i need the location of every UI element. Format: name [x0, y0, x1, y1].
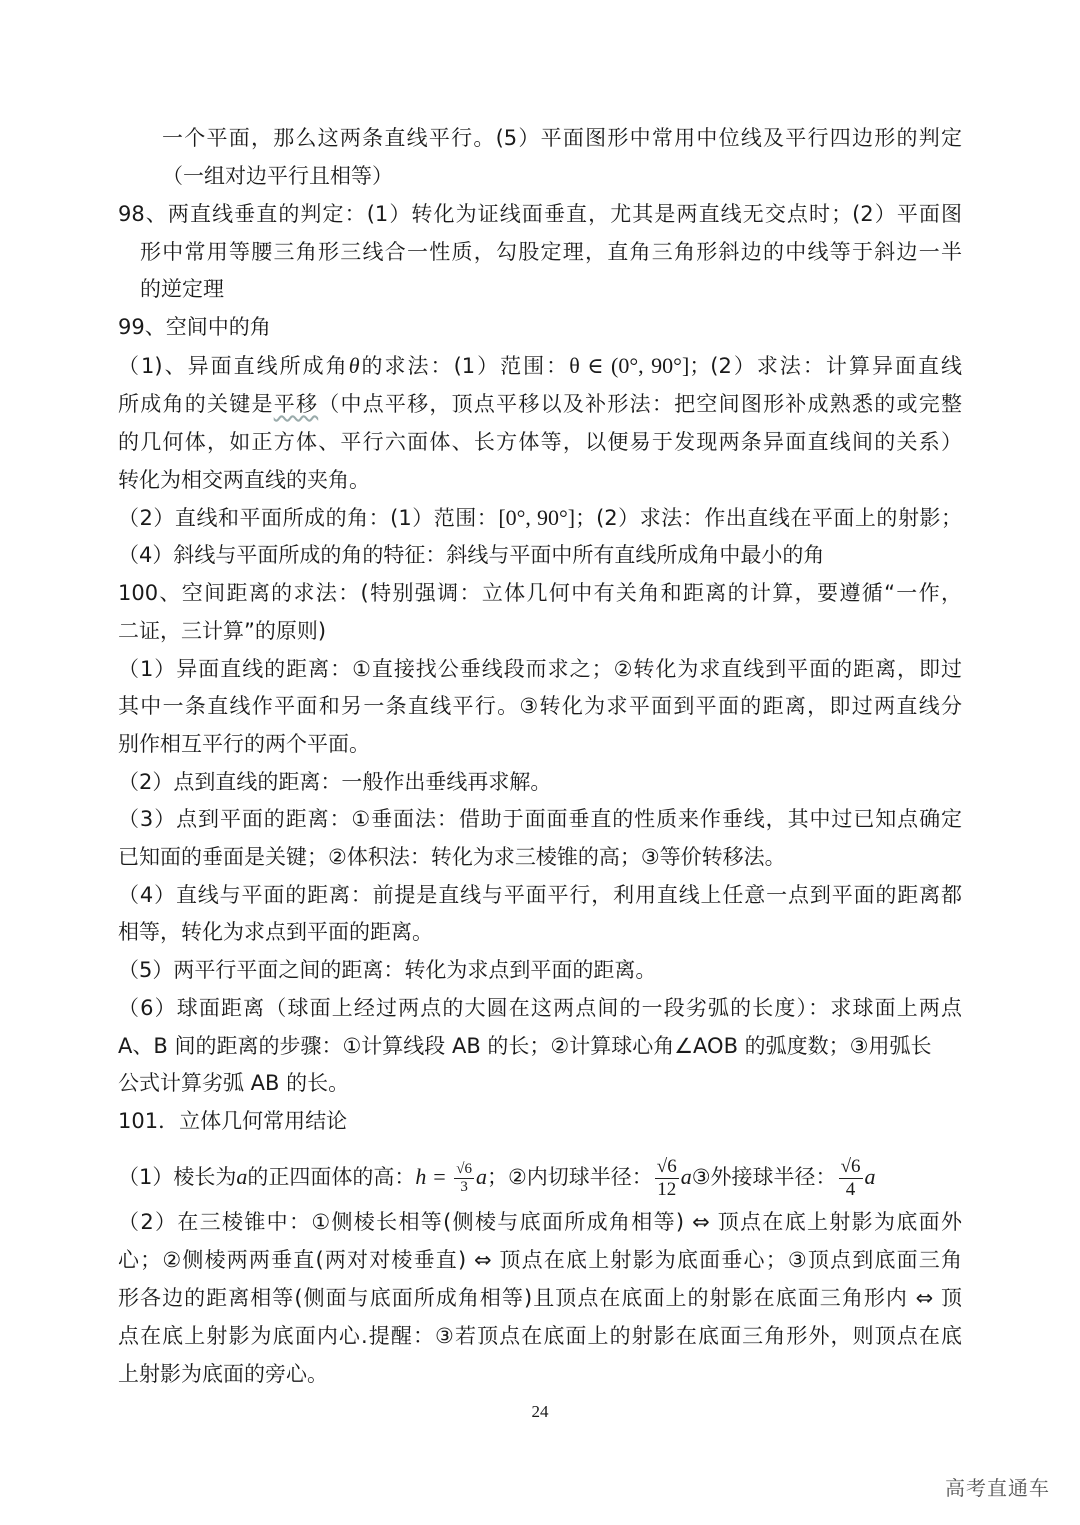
- text-segment: 98、两直线垂直的判定：(1）转化为证线面垂直，尤其是两直线无交点时；(2）平面图: [118, 202, 962, 226]
- text-line: [118, 1032, 931, 1060]
- text-segment: 形各边的距离相等(侧面与底面所成角相等)且顶点在底面上的射影在底面三角形内 ⇔ 顶: [118, 1286, 962, 1310]
- text-line: [118, 466, 370, 494]
- text-line: [118, 1152, 876, 1202]
- text-segment: ；(2）求法：计算异面直线: [689, 354, 962, 378]
- text-line: [140, 275, 224, 303]
- text-segment: ；(2）求法：作出直线在平面上的射影；: [575, 506, 962, 530]
- text-line: [118, 956, 656, 984]
- fraction-formula: [837, 1155, 876, 1200]
- text-line: [162, 124, 962, 152]
- text-segment: 点在底上射影为底面内心.提醒：③若顶点在底面上的射影在底面三角形外，则顶点在底: [118, 1324, 962, 1348]
- text-segment: 100、空间距离的求法：(特别强调：立体几何中有关角和距离的计算，要遵循“一作，: [118, 581, 962, 605]
- text-segment: （中点平移，顶点平移以及补形法：把空间图形补成熟悉的或完整: [318, 392, 963, 416]
- text-segment: 别作相互平行的两个平面。: [118, 732, 370, 756]
- fraction-formula: [415, 1160, 487, 1195]
- text-line: [140, 238, 962, 266]
- text-segment: （1)、异面直线所成角: [118, 354, 349, 378]
- text-segment: （一组对边平行且相等）: [162, 164, 393, 188]
- text-line: [118, 655, 962, 683]
- watermark: 高考直通车: [945, 1476, 1050, 1500]
- text-line: [118, 617, 326, 645]
- fraction: [655, 1156, 679, 1201]
- text-segment: 已知面的垂面是关键；②体积法：转化为求三棱锥的高；③等价转移法。: [118, 845, 786, 869]
- text-segment: （5）两平行平面之间的距离：转化为求点到平面的距离。: [118, 958, 657, 982]
- text-segment: A、B 间的距离的步骤：①计算线段 AB 的长；②计算球心角∠AOB 的弧度数；③用弧长: [118, 1034, 932, 1058]
- formula-variable: a: [680, 1164, 692, 1189]
- text-segment: （1）棱长为: [118, 1165, 237, 1189]
- text-line: [118, 768, 551, 796]
- text-line: [118, 692, 962, 720]
- formula-variable: a: [864, 1164, 876, 1189]
- text-segment: 所成角的关键是: [118, 392, 274, 416]
- text-segment: （6）球面距离（球面上经过两点的大圆在这两点间的一段劣弧的长度）：求球面上两点: [118, 996, 962, 1020]
- numerator: √6: [656, 1155, 677, 1177]
- text-line: [118, 1208, 962, 1236]
- text-line: [118, 1246, 962, 1274]
- fraction: [839, 1156, 863, 1201]
- text-segment: 的正四面体的高：: [247, 1165, 416, 1189]
- text-segment: ；②内切球半径：: [486, 1165, 653, 1189]
- text-line: [118, 1284, 962, 1312]
- text-line: [118, 1360, 328, 1388]
- text-line: [118, 504, 962, 532]
- denominator: 12: [657, 1178, 677, 1200]
- text-segment: 99、空间中的角: [118, 315, 271, 339]
- text-segment: （4）直线与平面的距离：前提是直线与平面平行，利用直线上任意一点到平面的距离都: [118, 883, 962, 907]
- text-line: [118, 1069, 349, 1097]
- math-expression: θ: [348, 353, 360, 378]
- text-segment: 的求法：(1）范围：: [359, 354, 570, 378]
- text-segment: ③外接球半径：: [691, 1165, 837, 1189]
- text-segment: （2）在三棱锥中：①侧棱长相等(侧棱与底面所成角相等) ⇔ 顶点在底上射影为底面外: [118, 1210, 962, 1234]
- denominator: 3: [460, 1178, 468, 1195]
- text-segment: 101．立体几何常用结论: [118, 1109, 348, 1133]
- text-segment: （2）点到直线的距离：一般作出垂线再求解。: [118, 770, 552, 794]
- text-line: [118, 579, 962, 607]
- text-line: [118, 1322, 962, 1350]
- text-line: [118, 428, 962, 456]
- text-segment: 转化为相交两直线的夹角。: [118, 468, 370, 492]
- text-line: [118, 313, 271, 341]
- text-segment: 形中常用等腰三角形三线合一性质，勾股定理，直角三角形斜边的中线等于斜边一半: [140, 240, 962, 264]
- denominator: 4: [845, 1178, 856, 1200]
- text-line: [118, 1107, 347, 1135]
- text-segment: 平移: [273, 392, 319, 416]
- text-line: [162, 162, 393, 190]
- text-segment: （1）异面直线的距离：①直接找公垂线段而求之；②转化为求直线到平面的距离，即过: [118, 657, 962, 681]
- math-expression: a: [236, 1164, 248, 1189]
- page-number: 24: [531, 1402, 549, 1421]
- text-segment: 相等，转化为求点到平面的距离。: [118, 920, 433, 944]
- text-line: [118, 881, 962, 909]
- text-segment: （4）斜线与平面所成的角的特征：斜线与平面中所有直线所成角中最小的角: [118, 543, 825, 567]
- text-line: [118, 200, 962, 228]
- formula-variable: a: [475, 1164, 487, 1189]
- text-segment: 一个平面，那么这两条直线平行。(5）平面图形中常用中位线及平行四边形的判定: [162, 126, 962, 150]
- text-line: [118, 994, 962, 1022]
- text-line: [118, 843, 786, 871]
- text-line: [118, 805, 962, 833]
- numerator: √6: [840, 1155, 861, 1177]
- numerator: √6: [456, 1160, 472, 1177]
- math-expression: [0°, 90°]: [498, 505, 576, 530]
- text-line: [118, 352, 962, 380]
- text-segment: 公式计算劣弧 AB 的长。: [118, 1071, 350, 1095]
- text-line: [118, 541, 824, 569]
- text-segment: （3）点到平面的距离：①垂面法：借助于面面垂直的性质来作垂线，其中过已知点确定: [118, 807, 962, 831]
- text-segment: （2）直线和平面所成的角：(1）范围：: [118, 506, 499, 530]
- text-segment: 的逆定理: [140, 277, 224, 301]
- text-line: [118, 730, 370, 758]
- math-expression: θ ∈ (0°, 90°]: [569, 353, 690, 378]
- text-line: [118, 390, 962, 418]
- text-segment: 二证，三计算”的原则): [118, 619, 327, 643]
- text-segment: 其中一条直线作平面和另一条直线平行。③转化为求平面到平面的距离，即过两直线分: [118, 694, 962, 718]
- fraction-formula: [653, 1155, 692, 1200]
- text-segment: 心；②侧棱两两垂直(两对对棱垂直) ⇔ 顶点在底上射影为底面垂心；③顶点到底面三角: [118, 1248, 962, 1272]
- formula-prefix: h =: [415, 1164, 453, 1189]
- text-line: [118, 918, 433, 946]
- text-segment: 上射影为底面的旁心。: [118, 1362, 328, 1386]
- fraction: [454, 1161, 474, 1196]
- text-segment: 的几何体，如正方体、平行六面体、长方体等，以便易于发现两条异面直线间的关系）: [118, 430, 962, 454]
